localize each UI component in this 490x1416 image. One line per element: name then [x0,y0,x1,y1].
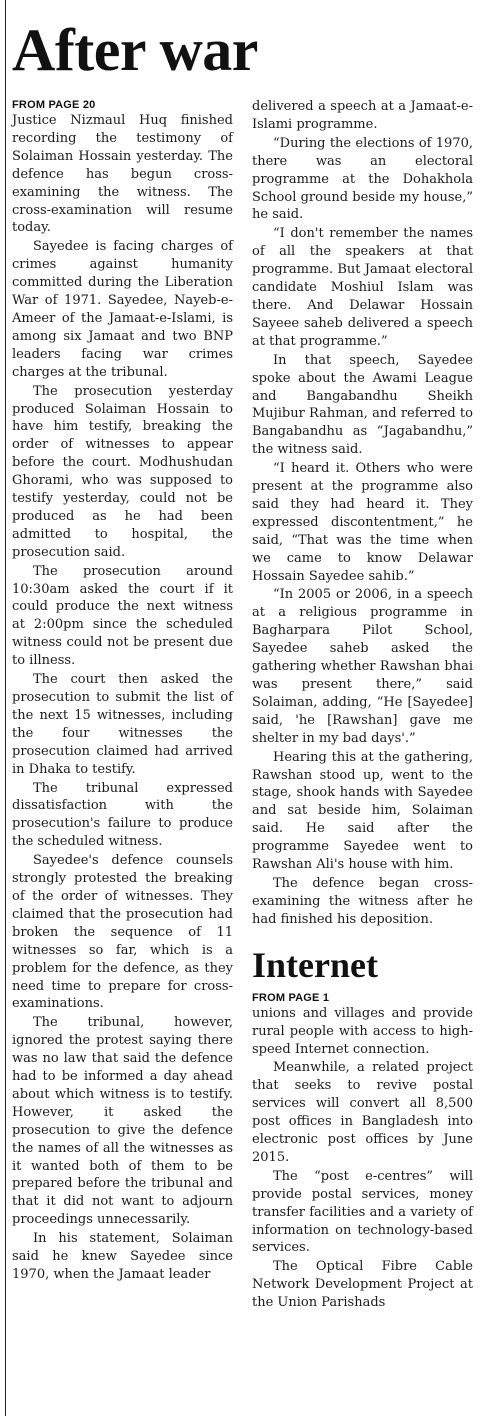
jump-line: FROM PAGE 20 [12,99,96,111]
article-paragraph: “During the elections of 1970, there was an electoral programme at the Dohakhola School ground beside my house,” he said. [252,135,473,223]
article-paragraph: The Optical Fibre Cable Network Development Project at the Union Parishads [252,1259,473,1311]
article-column-right [252,98,473,1313]
article-paragraph: Justice Nizmaul Huq finished recording the testimony of Solaiman Hossain yesterday. The defence has begun cross-examining the witness. The cross-examination will resume today. [12,113,233,236]
article-paragraph: In his statement, Solaiman said he knew Sayedee since 1970, when the Jamaat leader [12,1231,233,1282]
article-paragraph: The “post e-centres” will provide postal services, money transfer facilities and a variety of information on technology-based services. [252,1168,473,1256]
article-paragraph: In that speech, Sayedee spoke about the Awami League and Bangabandhu Sheikh Mujibur Rahman, and referred to Bangabandhu as “Jagabandhu,” the witness said. [252,352,473,458]
article-paragraph: delivered a speech at a Jamaat-e-Islami programme. [252,99,473,132]
article-paragraph: unions and villages and provide rural people with access to high-speed Internet connection. [252,1005,473,1057]
article-paragraph: The court then asked the prosecution to submit the list of the next 15 witnesses, including the four witnesses the prosecution claimed had arrived in Dhaka to testify. [12,672,233,777]
article-headline: After war [12,17,258,83]
article-paragraph: The tribunal, however, ignored the protest saying there was no law that said the defence had to be informed a day ahead about which witness is to testify. However, it asked the prosecution to give the defence the names of all the witnesses as it wanted both of them to be prepared before the tribunal and that it did not want to adjourn proceedings unnecessarily. [12,1015,233,1228]
jump-line: FROM PAGE 1 [252,991,330,1004]
article-paragraph: The prosecution yesterday produced Solaiman Hossain to have him testify, breaking the order of witnesses to appear before the court. Modhushudan Ghorami, who was supposed to testify yesterday, could not be produced as he had been admitted to hospital, the prosecution said. [12,383,233,560]
internet-headline: Internet [252,944,378,985]
article-paragraph: “I don't remember the names of all the speakers at that programme. But Jamaat electoral candidate Moshiul Islam was there. And Delawar Hossain Sayeee saheb delivered a speech at that programme.” [252,226,473,349]
article-paragraph: Meanwhile, a related project that seeks to revive postal services will convert all 8,500 post offices in Bangladesh into electronic post offices by June 2015. [252,1060,473,1165]
article-paragraph: “In 2005 or 2006, in a speech at a religious programme in Bagharpara Pilot School, Sayedee saheb asked the gathering whether Rawshan bhai was present there,” said Solaiman, adding, “He [Sayedee] said, 'he [Rawshan] gave me shelter in my bad days'.” [252,587,473,746]
article-paragraph: Sayedee is facing charges of crimes against humanity committed during the Liberation War of 1971. Sayedee, Nayeb-e-Ameer of the Jamaat-e-Islami, is among six Jamaat and two BNP leaders facing war crimes charges at the tribunal. [12,239,233,380]
article-paragraph: “I heard it. Others who were present at the programme also said they had heard it. They expressed discontentment,” he said, “That was the time when we came to know Delawar Hossain Sayedee sahib.” [252,461,473,584]
article-paragraph: The prosecution around 10:30am asked the court if it could produce the next witness at 2:00pm since the scheduled witness could not be present due to illness. [12,563,233,669]
article-column-left [12,98,233,1285]
article-paragraph: Sayedee's defence counsels strongly protested the breaking of the order of witnesses. They claimed that the prosecution had broken the sequence of 11 witnesses so far, which is a problem for the defence, as they need time to prepare for cross-examinations. [12,853,233,1012]
article-paragraph: The defence began cross-examining the witness after he had finished his deposition. [252,875,473,927]
article-paragraph: The tribunal expressed dissatisfaction with the prosecution's failure to produce the scheduled witness. [12,780,233,850]
article-paragraph: Hearing this at the gathering, Rawshan stood up, went to the stage, shook hands with Sayedee and sat beside him, Solaiman said. He said after the programme Sayedee went to Rawshan Ali's house with him. [252,749,473,873]
column-rule [5,0,6,1416]
